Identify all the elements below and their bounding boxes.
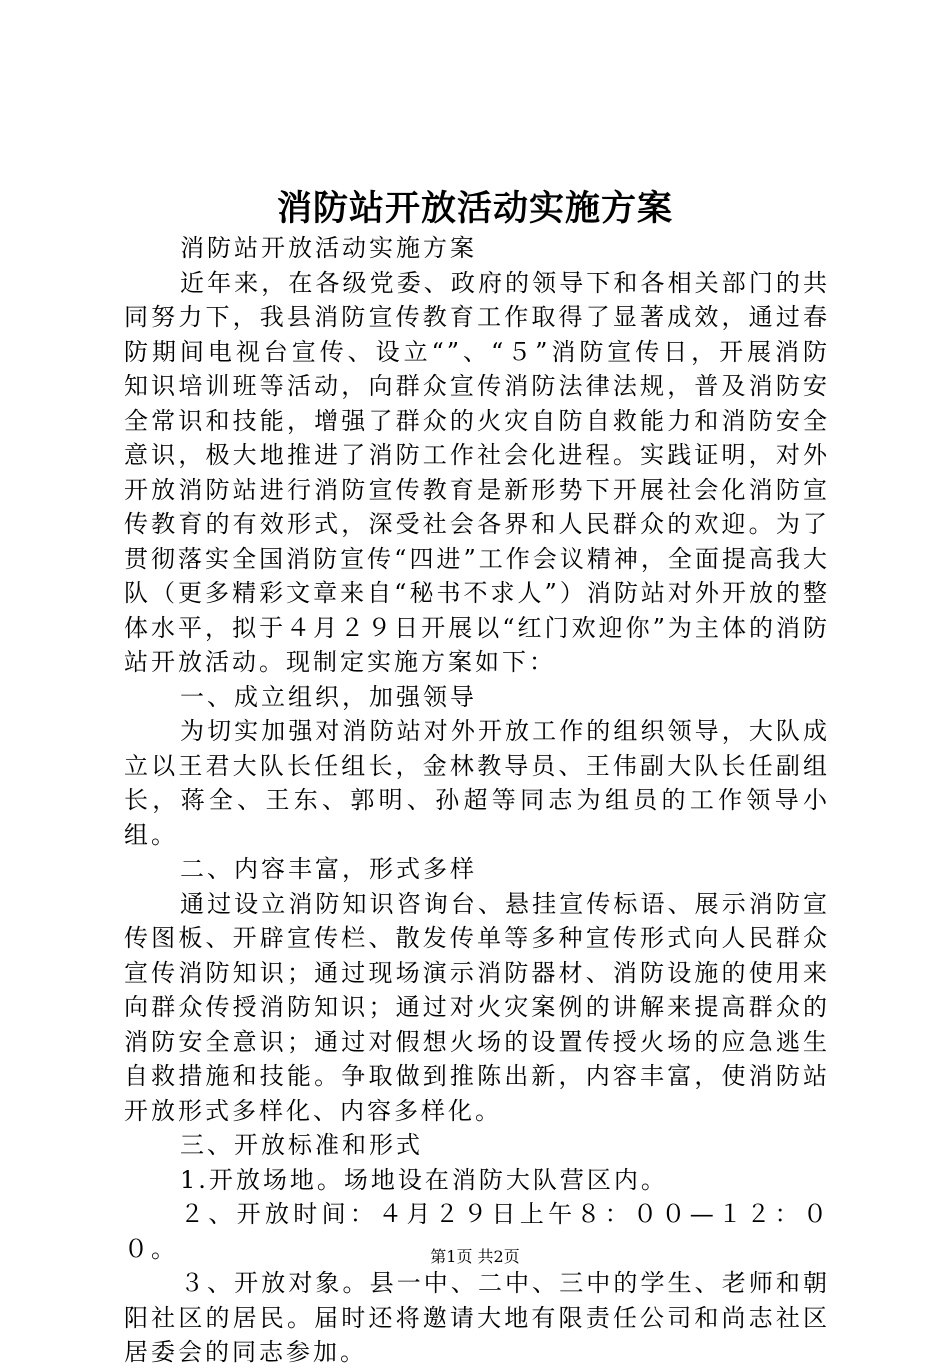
- list-item-time: ２、开放时间：４月２９日上午８：００—１２：００。: [124, 1200, 830, 1263]
- paragraph-content: 通过设立消防知识咨询台、悬挂宣传标语、展示消防宣传图板、开辟宣传栏、散发传单等多种宣传形式向人民群众宣传消防知识；通过现场演示消防器材、消防设施的使用来向群众传授消防知识；通过对火灾案例的讲解来提高群众的消防安全意识；通过对假想火场的设置传授火场的应急逃生自救措施和技能。争取做到推陈出新，内容丰富，使消防站开放形式多样化、内容多样化。: [124, 889, 830, 1125]
- section-heading-2: 二、内容丰富，形式多样: [180, 855, 477, 883]
- section-heading-1: 一、成立组织，加强领导: [180, 682, 477, 711]
- document-title: 消防站开放活动实施方案: [276, 188, 673, 229]
- document-body: [124, 231, 830, 1370]
- paragraph-intro: 近年来，在各级党委、政府的领导下和各相关部门的共同努力下，我县消防宣传教育工作取得了显著成效，通过春防期间电视台宣传、设立“”、“５”消防宣传日，开展消防知识培训班等活动，向群众宣传消防法律法规，普及消防安全常识和技能，增强了群众的火灾自防自救能力和消防安全意识，极大地推进了消防工作社会化进程。实践证明，对外开放消防站进行消防宣传教育是新形势下开展社会化消防宣传教育的有效形式，深受社会各界和人民群众的欢迎。为了贯彻落实全国消防宣传“四进”工作会议精神，全面提高我大队（更多精彩文章来自“秘书不求人”）消防站对外开放的整体水平，拟于４月２９日开展以“红门欢迎你”为主体的消防站开放活动。现制定实施方案如下：: [124, 268, 830, 676]
- list-item-venue: 1.开放场地。场地设在消防大队营区内。: [180, 1165, 668, 1194]
- page-footer: 第1页 共2页: [430, 1247, 520, 1266]
- section-heading-3: 三、开放标准和形式: [180, 1131, 423, 1159]
- paragraph-subtitle: 消防站开放活动实施方案: [180, 234, 477, 262]
- list-item-audience: ３、开放对象。县一中、二中、三中的学生、老师和朝阳社区的居民。届时还将邀请大地有限责任公司和尚志社区居委会的同志参加。: [124, 1269, 830, 1366]
- paragraph-organization: 为切实加强对消防站对外开放工作的组织领导，大队成立以王君大队长任组长，金林教导员、王伟副大队长任副组长，蒋全、王东、郭明、孙超等同志为组员的工作领导小组。: [124, 717, 830, 849]
